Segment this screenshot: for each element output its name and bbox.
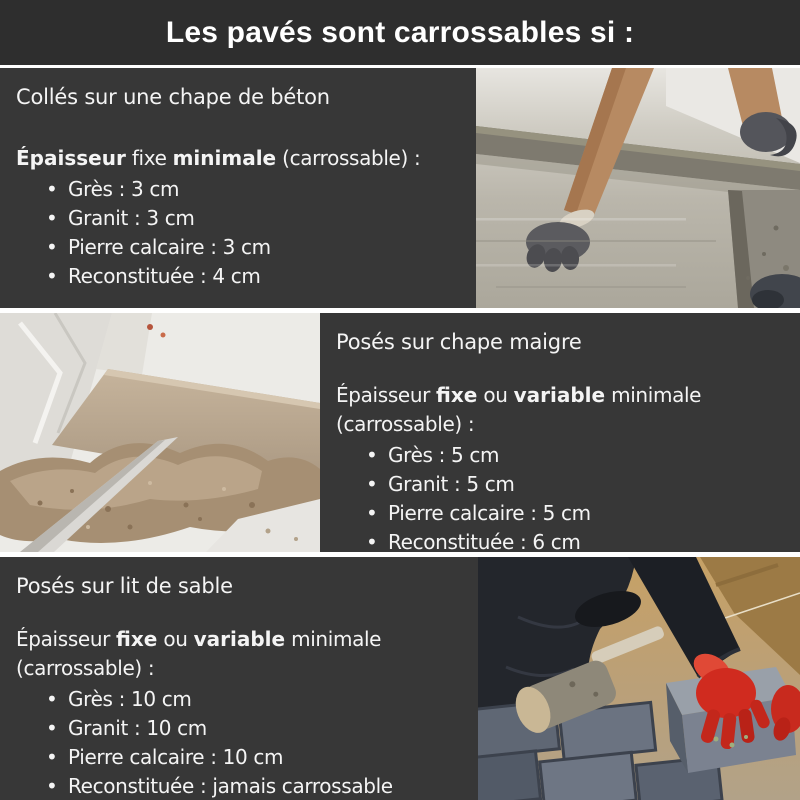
panel-chape-beton: [0, 68, 476, 308]
section-chape-maigre: [0, 313, 800, 552]
photo-chape-maigre-sable: [0, 313, 320, 552]
list-item: • Pierre calcaire : 3 cm: [68, 233, 460, 262]
section-heading: Posés sur lit de sable: [16, 574, 233, 598]
list-item: • Granit : 10 cm: [68, 714, 462, 743]
list-item: • Reconstituée : 4 cm: [68, 262, 460, 291]
section-intro: Épaisseur fixe ou variable minimale (carrossable) :: [336, 383, 702, 436]
thickness-list: [16, 175, 460, 291]
list-item: • Grès : 10 cm: [68, 685, 462, 714]
section-intro: Épaisseur fixe minimale (carrossable) :: [16, 146, 421, 170]
section-chape-beton: [0, 68, 800, 308]
list-item: • Reconstituée : jamais carrossable: [68, 772, 462, 800]
list-item: • Granit : 3 cm: [68, 204, 460, 233]
photo-pose-paves-maillet: [478, 557, 800, 800]
list-item: • Pierre calcaire : 5 cm: [388, 499, 784, 528]
photo-lissage-chape-beton: [476, 68, 800, 308]
panel-chape-maigre: [320, 313, 800, 552]
section-intro: Épaisseur fixe ou variable minimale (carrossable) :: [16, 627, 382, 680]
panel-lit-de-sable: [0, 557, 478, 800]
list-item: • Grès : 3 cm: [68, 175, 460, 204]
list-item: • Reconstituée : 6 cm: [388, 528, 784, 557]
list-item: • Granit : 5 cm: [388, 470, 784, 499]
page-title: Les pavés sont carrossables si :: [165, 15, 635, 49]
list-item: • Grès : 5 cm: [388, 441, 784, 470]
section-lit-de-sable: [0, 557, 800, 800]
thickness-list: [336, 441, 784, 557]
section-heading: Posés sur chape maigre: [336, 330, 582, 354]
list-item: • Pierre calcaire : 10 cm: [68, 743, 462, 772]
title-bar: [0, 0, 800, 65]
section-heading: Collés sur une chape de béton: [16, 85, 330, 109]
thickness-list: [16, 685, 462, 800]
